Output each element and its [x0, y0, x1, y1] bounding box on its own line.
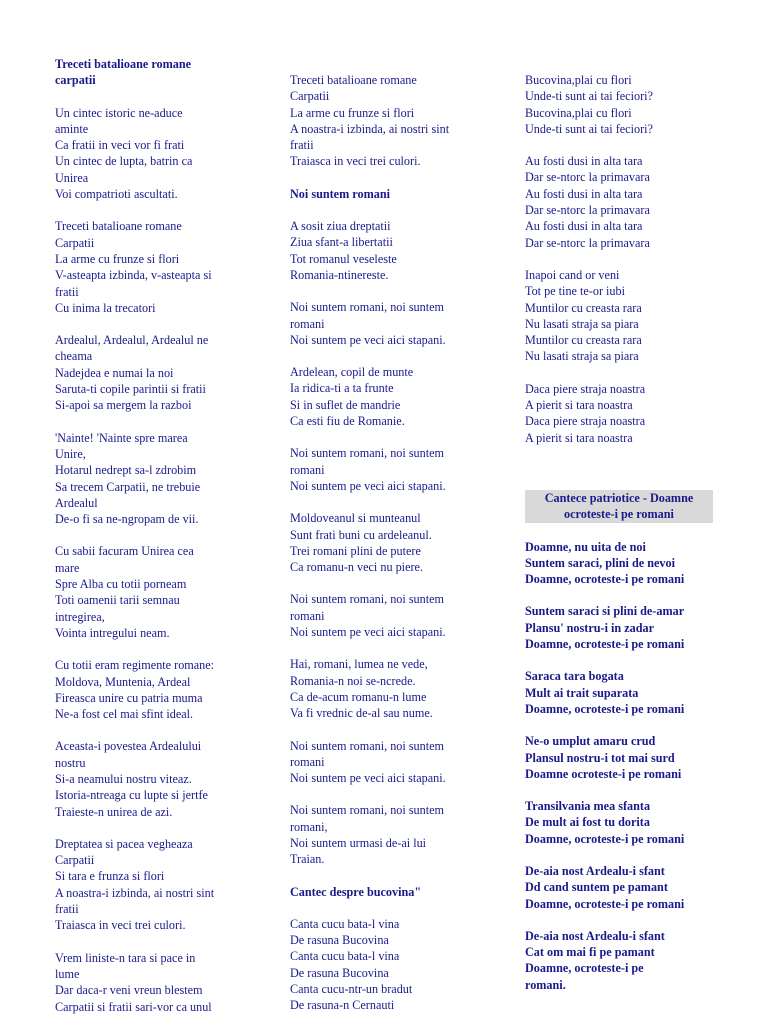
- verse-line: Si-apoi sa mergem la razboi: [55, 398, 192, 413]
- verse-line: Muntilor cu creasta rara: [525, 333, 642, 348]
- verse-line: Dd cand suntem pe pamant: [525, 880, 668, 895]
- stanza: [290, 445, 510, 494]
- verse-line: Muntilor cu creasta rara: [525, 300, 642, 315]
- verse-line: A pierit si tara noastra: [525, 430, 633, 445]
- verse-line: Ca de-acum romanu-n lume: [290, 689, 427, 704]
- verse-line: Traieste-n unirea de azi.: [55, 804, 173, 819]
- stanza: [290, 218, 510, 283]
- stanza: [525, 928, 745, 993]
- stanza: [525, 798, 745, 847]
- verse-line: Ardealul: [55, 495, 98, 510]
- verse-line: Unirea: [55, 170, 89, 185]
- verse-line: intregirea,: [55, 609, 105, 624]
- verse-line: romani.: [525, 977, 566, 992]
- verse-line: De mult ai fost tu dorita: [525, 815, 650, 830]
- stanza: [290, 299, 510, 348]
- stanza: [525, 539, 745, 588]
- verse-line: Saruta-ti copile parintii si fratii: [55, 382, 206, 397]
- verse-line: Noi suntem romani, noi suntem: [290, 738, 445, 753]
- verse-line: fratii: [290, 138, 314, 153]
- verse-line: De rasuna Bucovina: [290, 933, 389, 948]
- verse-line: Noi suntem pe veci aici stapani.: [290, 478, 446, 493]
- verse-line: Ca esti fiu de Romanie.: [290, 414, 405, 429]
- stanza: [290, 364, 510, 429]
- verse-line: Noi suntem romani, noi suntem: [290, 446, 445, 461]
- verse-line: Cu inima la trecatori: [55, 300, 156, 315]
- stanza: [525, 267, 745, 365]
- verse-line: Vrem liniste-n tara si pace in: [55, 950, 196, 965]
- stanza: [525, 668, 745, 717]
- title-line: carpatii: [55, 73, 96, 88]
- verse-line: Ne-o umplut amaru crud: [525, 734, 656, 749]
- verse-line: Si in suflet de mandrie: [290, 397, 401, 412]
- col3-stanzas: [525, 72, 745, 446]
- verse-line: Saraca tara bogata: [525, 669, 624, 684]
- verse-line: Un cintec istoric ne-aduce: [55, 105, 183, 120]
- verse-line: De rasuna-n Cernauti: [290, 998, 395, 1013]
- verse-line: Ne-a fost cel mai sfint ideal.: [55, 707, 194, 722]
- verse-line: V-asteapta izbinda, v-asteapta si: [55, 268, 212, 283]
- stanza: [290, 656, 510, 721]
- verse-line: Cu sabii facuram Unirea cea: [55, 544, 194, 559]
- verse-line: Nu lasati straja sa piara: [525, 316, 639, 331]
- song-title-cantec-bucovina: Cantec despre bucovina": [290, 884, 422, 899]
- verse-line: lume: [55, 966, 80, 981]
- verse-line: Traiasca in veci trei culori.: [55, 918, 186, 933]
- verse-line: Treceti batalioane romane: [290, 73, 417, 87]
- stanza: [525, 153, 745, 251]
- verse-line: fratii: [55, 284, 79, 299]
- verse-line: Au fosti dusi in alta tara: [525, 219, 643, 234]
- verse-line: Cat om mai fi pe pamant: [525, 945, 655, 960]
- stanza: [55, 332, 275, 413]
- verse-line: Dar se-ntorc la primavara: [525, 235, 650, 250]
- verse-line: Traiasca in veci trei culori.: [290, 154, 421, 169]
- stanza: [55, 738, 275, 819]
- stanza: [55, 657, 275, 722]
- verse-line: Suntem saraci, plini de nevoi: [525, 555, 675, 570]
- verse-line: De-o fi sa ne-ngropam de vii.: [55, 512, 199, 527]
- verse-line: Carpatii si fratii sari-vor ca unul: [55, 999, 212, 1014]
- verse-line: romani,: [290, 819, 328, 834]
- verse-line: Bucovina,plai cu flori: [525, 73, 632, 87]
- verse-line: Doamne, nu uita de noi: [525, 539, 646, 554]
- verse-line: cheama: [55, 349, 93, 364]
- title-line: Treceti batalioane romane: [55, 57, 192, 71]
- stanza: [525, 603, 745, 652]
- verse-line: Ia ridica-ti a ta frunte: [290, 381, 394, 396]
- column-right: [525, 72, 745, 1009]
- stanza: [525, 733, 745, 782]
- verse-line: Ca fratii in veci vor fi frati: [55, 138, 185, 153]
- verse-line: 'Nainte! 'Nainte spre marea: [55, 430, 188, 445]
- verse-line: Noi suntem romani, noi suntem: [290, 300, 445, 315]
- verse-line: Tot romanul veseleste: [290, 251, 397, 266]
- stanza: [525, 863, 745, 912]
- verse-line: romani: [290, 608, 325, 623]
- stanza: [55, 105, 275, 203]
- verse-line: Voi compatrioti ascultati.: [55, 187, 178, 202]
- verse-line: Doamne, ocroteste-i pe romani: [525, 701, 685, 716]
- verse-line: Inapoi cand or veni: [525, 267, 620, 282]
- verse-line: Doamne, ocroteste-i pe romani: [525, 831, 685, 846]
- verse-line: Dreptatea si pacea vegheaza: [55, 836, 193, 851]
- verse-line: Doamne, ocroteste-i pe romani: [525, 637, 685, 652]
- verse-line: Dar se-ntorc la primavara: [525, 203, 650, 218]
- verse-line: Ardealul, Ardealul, Ardealul ne: [55, 333, 209, 348]
- verse-line: Aceasta-i povestea Ardealului: [55, 739, 202, 754]
- box-heading-line: ocroteste-i pe romani: [564, 507, 674, 522]
- verse-line: Noi suntem pe veci aici stapani.: [290, 771, 446, 786]
- col2-stanzas-1: [290, 218, 510, 868]
- verse-line: Si tara e frunza si flori: [55, 869, 165, 884]
- verse-line: Noi suntem pe veci aici stapani.: [290, 332, 446, 347]
- verse-line: Carpatii: [55, 235, 95, 250]
- verse-line: De-aia nost Ardealu-i sfant: [525, 928, 665, 943]
- verse-line: Carpatii: [290, 89, 330, 104]
- verse-line: Doamne, ocroteste-i pe romani: [525, 572, 685, 587]
- verse-line: Traian.: [290, 852, 325, 867]
- verse-line: Ardelean, copil de munte: [290, 365, 414, 380]
- verse-line: Si-a neamului nostru viteaz.: [55, 771, 192, 786]
- col1-stanzas: [55, 105, 275, 1015]
- stanza-top: [290, 72, 510, 170]
- verse-line: Moldoveanul si munteanul: [290, 511, 421, 526]
- stanza: [55, 218, 275, 316]
- stanza: [55, 430, 275, 528]
- verse-line: Doamne, ocroteste-i pe romani: [525, 896, 685, 911]
- verse-line: Nu lasati straja sa piara: [525, 349, 639, 364]
- column-middle: [290, 72, 510, 1030]
- verse-line: Spre Alba cu totii porneam: [55, 577, 187, 592]
- verse-line: De-aia nost Ardealu-i sfant: [525, 863, 665, 878]
- verse-line: Noi suntem romani, noi suntem: [290, 592, 445, 607]
- verse-line: Noi suntem pe veci aici stapani.: [290, 625, 446, 640]
- verse-line: A noastra-i izbinda, ai nostri sint: [290, 121, 450, 136]
- verse-line: Daca piere straja noastra: [525, 414, 646, 429]
- verse-line: Fireasca unire cu patria muma: [55, 690, 203, 705]
- verse-line: Unde-ti sunt ai tai feciori?: [525, 121, 653, 136]
- verse-line: Hotarul nedrept sa-l zdrobim: [55, 463, 197, 478]
- verse-line: Doamne, ocroteste-i pe: [525, 961, 644, 976]
- verse-line: Sunt frati buni cu ardeleanul.: [290, 527, 432, 542]
- verse-line: Ziua sfant-a libertatii: [290, 235, 393, 250]
- verse-line: Canta cucu-ntr-un bradut: [290, 982, 413, 997]
- verse-line: Cu totii eram regimente romane:: [55, 658, 215, 673]
- verse-line: Moldova, Muntenia, Ardeal: [55, 674, 191, 689]
- stanza: [55, 836, 275, 934]
- stanza: [290, 916, 510, 1014]
- stanza: [525, 381, 745, 446]
- verse-line: mare: [55, 560, 80, 575]
- verse-line: romani: [290, 316, 325, 331]
- verse-line: Daca piere straja noastra: [525, 381, 646, 396]
- verse-line: Au fosti dusi in alta tara: [525, 154, 643, 169]
- verse-line: Un cintec de lupta, batrin ca: [55, 154, 193, 169]
- verse-line: Canta cucu bata-l vina: [290, 949, 400, 964]
- verse-line: Doamne ocroteste-i pe romani: [525, 766, 682, 781]
- verse-line: Ca romanu-n veci nu piere.: [290, 560, 423, 575]
- verse-line: Dar daca-r veni vreun blestem: [55, 983, 203, 998]
- song-title-noi-suntem-romani: Noi suntem romani: [290, 186, 390, 201]
- verse-line: La arme cu frunze si flori: [290, 105, 415, 120]
- verse-line: romani: [290, 754, 325, 769]
- verse-line: Romania-ntinereste.: [290, 267, 389, 282]
- stanza: [525, 72, 745, 137]
- verse-line: Plansu' nostru-i in zadar: [525, 620, 655, 635]
- verse-line: Istoria-ntreaga cu lupte si jertfe: [55, 788, 208, 803]
- verse-line: Noi suntem romani, noi suntem: [290, 803, 445, 818]
- verse-line: Toti oamenii tarii semnau: [55, 593, 180, 608]
- box-heading-line: Cantece patriotice - Doamne: [544, 490, 694, 505]
- verse-line: Unire,: [55, 446, 86, 461]
- verse-line: Unde-ti sunt ai tai feciori?: [525, 89, 653, 104]
- song-title-treceti: [55, 56, 275, 89]
- verse-line: A pierit si tara noastra: [525, 398, 633, 413]
- verse-line: Tot pe tine te-or iubi: [525, 284, 626, 299]
- verse-line: nostru: [55, 755, 86, 770]
- verse-line: Sa trecem Carpatii, ne trebuie: [55, 479, 201, 494]
- col3-bold-stanzas: [525, 539, 745, 994]
- verse-line: Treceti batalioane romane: [55, 219, 182, 234]
- verse-line: aminte: [55, 121, 89, 136]
- section-heading-box: [525, 490, 713, 523]
- verse-line: fratii: [55, 902, 79, 917]
- verse-line: Suntem saraci si plini de-amar: [525, 604, 685, 619]
- verse-line: Dar se-ntorc la primavara: [525, 170, 650, 185]
- verse-line: Bucovina,plai cu flori: [525, 105, 632, 120]
- col2-stanzas-2: [290, 916, 510, 1014]
- verse-line: Va fi vrednic de-al sau nume.: [290, 706, 433, 721]
- stanza: [290, 802, 510, 867]
- verse-line: De rasuna Bucovina: [290, 965, 389, 980]
- verse-line: Au fosti dusi in alta tara: [525, 186, 643, 201]
- verse-line: Noi suntem urmasi de-ai lui: [290, 835, 427, 850]
- verse-line: Romania-n noi se-ncrede.: [290, 673, 416, 688]
- verse-line: Plansul nostru-i tot mai surd: [525, 750, 675, 765]
- column-left: [55, 56, 275, 1031]
- verse-line: Carpatii: [55, 853, 95, 868]
- stanza: [55, 950, 275, 1015]
- verse-line: Trei romani plini de putere: [290, 543, 421, 558]
- verse-line: A noastra-i izbinda, ai nostri sint: [55, 885, 215, 900]
- verse-line: Hai, romani, lumea ne vede,: [290, 657, 428, 672]
- stanza: [55, 543, 275, 641]
- verse-line: Vointa intregului neam.: [55, 625, 170, 640]
- verse-line: romani: [290, 462, 325, 477]
- verse-line: Nadejdea e numai la noi: [55, 365, 174, 380]
- stanza: [290, 738, 510, 787]
- verse-line: A sosit ziua dreptatii: [290, 219, 391, 234]
- verse-line: Transilvania mea sfanta: [525, 799, 651, 814]
- stanza: [290, 510, 510, 575]
- verse-line: La arme cu frunze si flori: [55, 251, 180, 266]
- verse-line: Canta cucu bata-l vina: [290, 916, 400, 931]
- stanza: [290, 591, 510, 640]
- verse-line: Mult ai trait suparata: [525, 685, 639, 700]
